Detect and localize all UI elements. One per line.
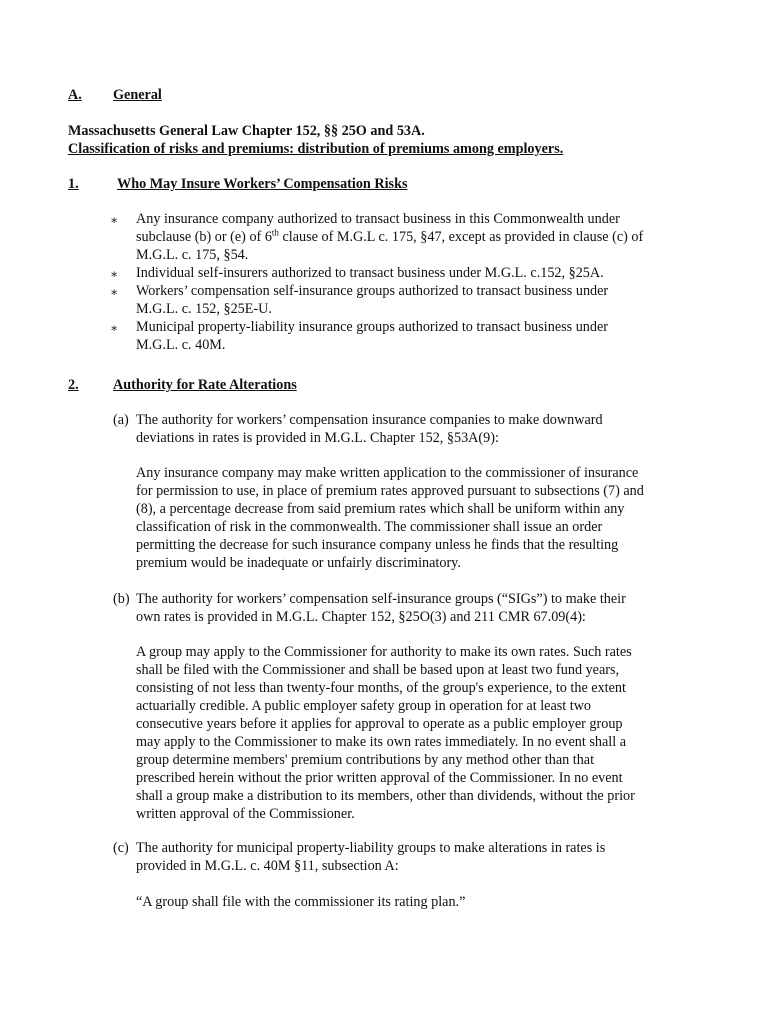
section-1-title: Who May Insure Workers’ Compensation Risks: [117, 176, 408, 192]
asterisk-bullet-icon: ∗: [110, 285, 119, 299]
bullet-line: Municipal property-liability insurance groups authorized to transact business under: [136, 319, 609, 335]
quote-line: premium would be inadequate or unfairly discriminatory.: [136, 555, 461, 571]
bullet-line: [136, 228, 710, 246]
quote-line: written approval of the Commissioner.: [136, 806, 355, 822]
bullet-line: Individual self-insurers authorized to transact business under M.G.L. c.152, §25A.: [136, 265, 604, 281]
bullet-line: M.G.L. c. 152, §25E-U.: [136, 301, 272, 317]
bullet-text: clause of M.G.L c. 175, §47, except as provided in clause (c) of: [278, 229, 644, 245]
quote-line: classification of risk in the commonwealth. The commissioner shall issue an order: [136, 519, 603, 535]
insurer-bullet-list: [110, 210, 710, 354]
intro-line: deviations in rates is provided in M.G.L. Chapter 152, §53A(9):: [136, 430, 499, 446]
intro-line: The authority for municipal property-liability groups to make alterations in rates is: [136, 840, 606, 856]
section-a-label: A.: [68, 87, 82, 103]
item-a-quote: [136, 464, 696, 572]
law-title: Massachusetts General Law Chapter 152, §§ 25O and 53A.: [68, 123, 425, 139]
law-subtitle: Classification of risks and premiums: distribution of premiums among employers.: [68, 141, 564, 157]
bullet-line: M.G.L. c. 40M.: [136, 337, 226, 353]
asterisk-bullet-icon: ∗: [110, 267, 119, 281]
quote-line: for permission to use, in place of premium rates approved pursuant to subsections (7) and: [136, 483, 644, 499]
asterisk-bullet-icon: ∗: [110, 213, 119, 227]
section-2-number: 2.: [68, 377, 79, 393]
quote-line: (8), a percentage decrease from said premium rates which shall be uniform within any: [136, 501, 625, 517]
quote-line: may apply to the Commissioner to make its own rates immediately. In no event shall a: [136, 734, 627, 750]
quote-line: group determine members' premium contributions by any method other than that: [136, 752, 595, 768]
quote-line: “A group shall file with the commissioner its rating plan.”: [136, 894, 466, 910]
bullet-text: subclause (b) or (e) of 6: [136, 229, 272, 245]
list-item: [110, 282, 710, 318]
list-item: [110, 264, 710, 282]
quote-line: Any insurance company may make written application to the commissioner of insurance: [136, 465, 639, 481]
item-a-label: (a): [113, 412, 129, 428]
intro-line: provided in M.G.L. c. 40M §11, subsection A:: [136, 858, 399, 874]
item-c-intro: [136, 839, 696, 875]
quote-line: A group may apply to the Commissioner for authority to make its own rates. Such rates: [136, 644, 632, 660]
intro-line: The authority for workers’ compensation self-insurance groups (“SIGs”) to make their: [136, 591, 626, 607]
item-a-intro: [136, 411, 696, 447]
section-a-title: General: [113, 87, 162, 103]
quote-line: prescribed herein without the prior written approval of the Commissioner. In no event: [136, 770, 623, 786]
superscript: th: [271, 227, 279, 238]
quote-line: consisting of not less than twenty-four months, of the group's experience, to the extent: [136, 680, 626, 696]
item-c-label: (c): [113, 840, 129, 856]
intro-line: The authority for workers’ compensation insurance companies to make downward: [136, 412, 603, 428]
bullet-line: M.G.L. c. 175, §54.: [136, 247, 249, 263]
quote-line: consecutive years before it applies for approval to operate as a public employer group: [136, 716, 623, 732]
section-2-title: Authority for Rate Alterations: [113, 377, 297, 393]
item-b-intro: [136, 590, 696, 626]
item-b-label: (b): [113, 591, 130, 607]
bullet-line: Workers’ compensation self-insurance groups authorized to transact business under: [136, 283, 609, 299]
list-item: [110, 318, 710, 354]
item-b-quote: [136, 643, 696, 823]
quote-line: actuarially credible. A public employer safety group in operation for at least two: [136, 698, 592, 714]
intro-line: own rates is provided in M.G.L. Chapter 152, §25O(3) and 211 CMR 67.09(4):: [136, 609, 586, 625]
section-1-number: 1.: [68, 176, 79, 192]
quote-line: shall a group make a distribution to its members, other than dividends, without the prior: [136, 788, 635, 804]
item-c-quote: [136, 893, 696, 911]
asterisk-bullet-icon: ∗: [110, 321, 119, 335]
list-item: [110, 210, 710, 264]
quote-line: shall be filed with the Commissioner and shall be based upon at least two fund years,: [136, 662, 620, 678]
quote-line: permitting the decrease for such insurance company unless he finds that the resulting: [136, 537, 619, 553]
bullet-line: Any insurance company authorized to transact business in this Commonwealth under: [136, 211, 620, 227]
